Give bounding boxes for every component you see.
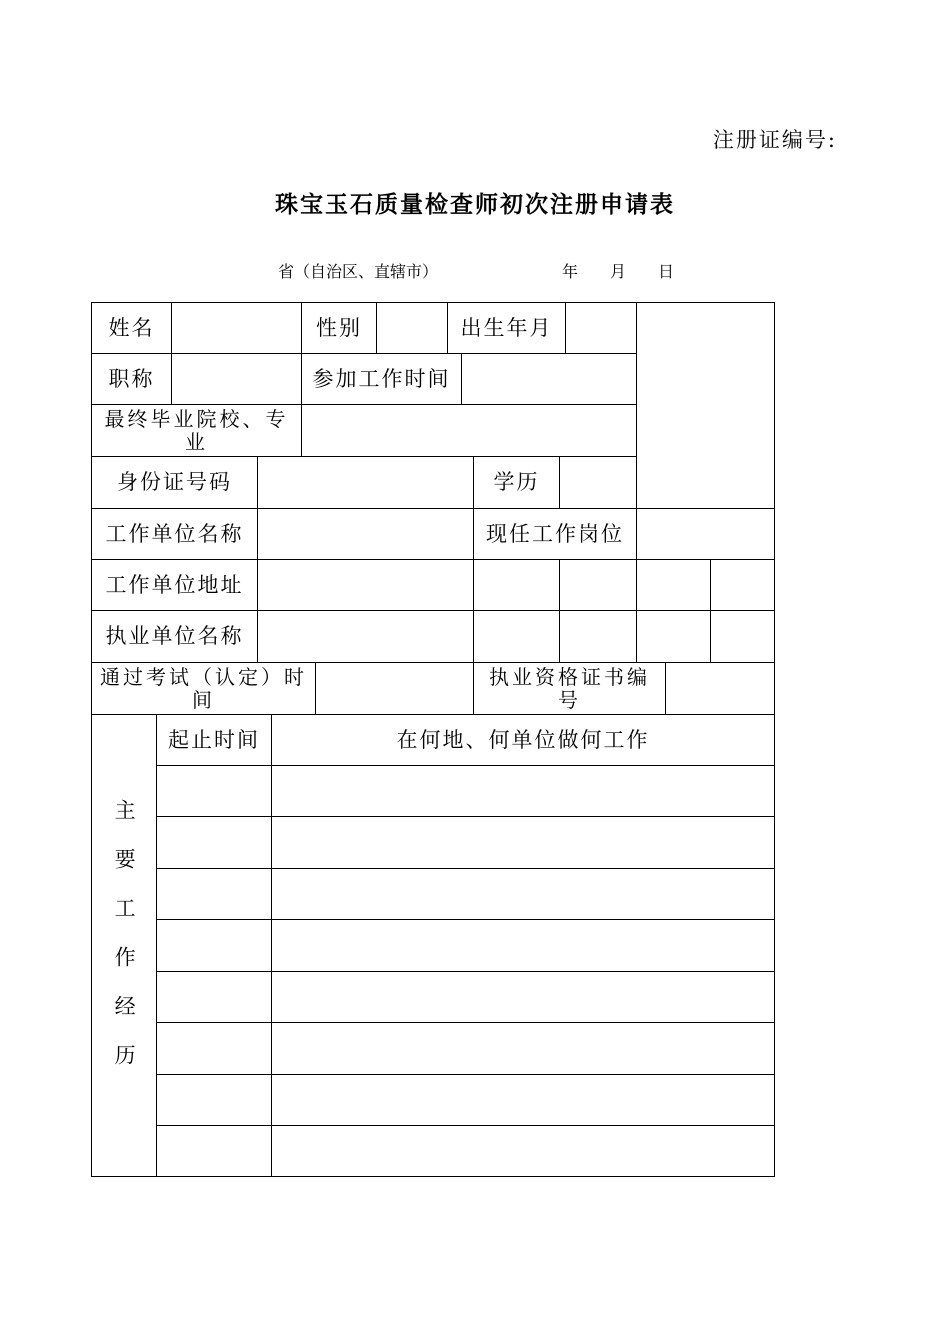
practice-unit-extra-4[interactable] bbox=[710, 610, 775, 663]
experience-period-field[interactable] bbox=[156, 971, 272, 1023]
employer-address-extra-3[interactable] bbox=[636, 559, 711, 611]
year-label: 年 bbox=[562, 262, 579, 281]
current-position-field[interactable] bbox=[636, 508, 775, 560]
employer-address-field[interactable] bbox=[257, 559, 474, 611]
experience-period-field[interactable] bbox=[156, 919, 272, 972]
experience-detail-field[interactable] bbox=[271, 1074, 775, 1126]
exam-field[interactable] bbox=[315, 662, 474, 715]
education-field[interactable] bbox=[559, 456, 637, 509]
month-label: 月 bbox=[610, 262, 627, 281]
birth-field[interactable] bbox=[565, 302, 637, 354]
work-start-label: 参加工作时间 bbox=[301, 353, 462, 405]
experience-section-text: 主要工作经历 bbox=[112, 798, 137, 1093]
name-label: 姓名 bbox=[91, 302, 172, 354]
employer-name-field[interactable] bbox=[257, 508, 474, 560]
experience-detail-field[interactable] bbox=[271, 1022, 775, 1075]
id-number-label: 身份证号码 bbox=[91, 456, 258, 509]
experience-detail-field[interactable] bbox=[271, 816, 775, 869]
experience-detail-field[interactable] bbox=[271, 765, 775, 817]
employer-address-extra-2[interactable] bbox=[559, 559, 637, 611]
certificate-label: 执业资格证书编号 bbox=[473, 662, 666, 715]
practice-unit-extra-1[interactable] bbox=[473, 610, 560, 663]
graduation-field[interactable] bbox=[301, 404, 637, 457]
practice-unit-extra-3[interactable] bbox=[636, 610, 711, 663]
name-field[interactable] bbox=[171, 302, 302, 354]
current-position-label: 现任工作岗位 bbox=[473, 508, 637, 560]
page-title: 珠宝玉石质量检查师初次注册申请表 bbox=[275, 191, 675, 218]
experience-period-field[interactable] bbox=[156, 816, 272, 869]
graduation-label: 最终毕业院校、专业 bbox=[91, 404, 302, 457]
employer-name-label: 工作单位名称 bbox=[91, 508, 258, 560]
birth-label: 出生年月 bbox=[447, 302, 566, 354]
gender-label: 性别 bbox=[301, 302, 377, 354]
period-header: 起止时间 bbox=[156, 714, 272, 766]
experience-period-field[interactable] bbox=[156, 1022, 272, 1075]
title-field[interactable] bbox=[171, 353, 302, 405]
practice-unit-extra-2[interactable] bbox=[559, 610, 637, 663]
experience-period-field[interactable] bbox=[156, 1125, 272, 1177]
registration-number-label: 注册证编号: bbox=[712, 128, 837, 152]
title-label: 职称 bbox=[91, 353, 172, 405]
id-number-field[interactable] bbox=[257, 456, 474, 509]
day-label: 日 bbox=[658, 262, 675, 281]
work-start-field[interactable] bbox=[461, 353, 637, 405]
experience-detail-field[interactable] bbox=[271, 1125, 775, 1177]
employer-address-extra-4[interactable] bbox=[710, 559, 775, 611]
gender-field[interactable] bbox=[376, 302, 448, 354]
experience-detail-field[interactable] bbox=[271, 971, 775, 1023]
practice-unit-label: 执业单位名称 bbox=[91, 610, 258, 663]
certificate-field[interactable] bbox=[665, 662, 775, 715]
province-label: 省（自治区、直辖市） bbox=[278, 262, 439, 281]
experience-period-field[interactable] bbox=[156, 868, 272, 920]
photo-box[interactable] bbox=[636, 302, 775, 509]
employer-address-label: 工作单位地址 bbox=[91, 559, 258, 611]
experience-period-field[interactable] bbox=[156, 765, 272, 817]
experience-detail-field[interactable] bbox=[271, 919, 775, 972]
practice-unit-field[interactable] bbox=[257, 610, 474, 663]
experience-section-label bbox=[91, 714, 157, 1177]
education-label: 学历 bbox=[473, 456, 560, 509]
employer-address-extra-1[interactable] bbox=[473, 559, 560, 611]
experience-detail-field[interactable] bbox=[271, 868, 775, 920]
exam-label: 通过考试（认定）时间 bbox=[91, 662, 316, 715]
place-header: 在何地、何单位做何工作 bbox=[271, 714, 775, 766]
experience-period-field[interactable] bbox=[156, 1074, 272, 1126]
